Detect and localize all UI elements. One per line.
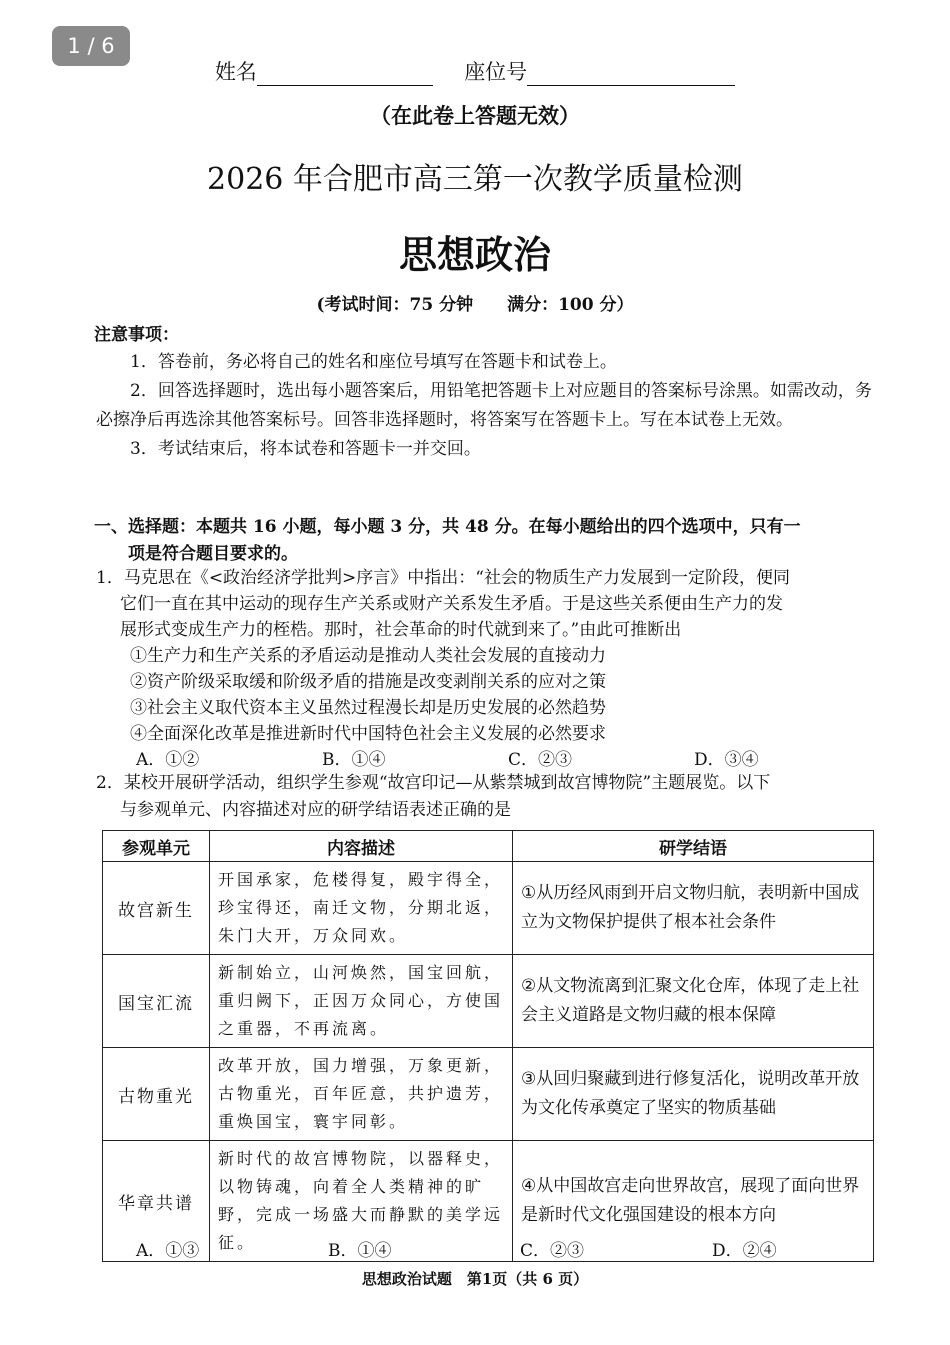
- q2-choice-c: C．②③: [520, 1241, 585, 1261]
- q2-choices: [96, 1236, 920, 1261]
- cell-description: 新时代的故宫博物院，以器释史，以物铸魂，向着全人类精神的旷野，完成一场盛大而静默的美学远征。: [210, 1141, 513, 1262]
- name-label: 姓名: [214, 60, 257, 84]
- q1-choice-a: A．①②: [136, 750, 200, 770]
- section-heading: [94, 514, 880, 568]
- q1-stem-line1: 1．马克思在《<政治经济学批判>序言》中指出：“社会的物质生产力发展到一定阶段，便同: [96, 568, 790, 588]
- q2-choice-d: D．②④: [712, 1241, 777, 1261]
- table-row: [103, 862, 874, 955]
- cell-unit: 故宫新生: [103, 862, 210, 955]
- q1-choice-b: B．①④: [322, 750, 386, 770]
- section-heading-line1: 一、选择题：本题共 16 小题，每小题 3 分，共 48 分。在每小题给出的四个选项中，只有一: [94, 517, 801, 537]
- student-info-line: [0, 56, 950, 86]
- q2-stem-line2: 与参观单元、内容描述对应的研学结语表述正确的是: [120, 800, 511, 820]
- cell-conclusion: ②从文物流离到汇聚文化仓库，体现了走上社会主义道路是文物归藏的根本保障: [513, 955, 874, 1048]
- notes-list: [96, 348, 878, 464]
- cell-description: 改革开放，国力增强，万象更新，古物重光，百年匠意，共护遗芳，重焕国宝，寰宇同彰。: [210, 1048, 513, 1141]
- q2-choice-b: B．①④: [328, 1241, 392, 1261]
- q1-statement: ②资产阶级采取缓和阶级矛盾的措施是改变剥削关系的应对之策: [130, 672, 606, 692]
- note-item: 3．考试结束后，将本试卷和答题卡一并交回。: [130, 439, 481, 459]
- q1-choice-c: C．②③: [508, 750, 573, 770]
- cell-description: 新制始立，山河焕然，国宝回航，重归阙下，正因万众同心，方使国之重器，不再流离。: [210, 955, 513, 1048]
- seat-blank: [527, 61, 735, 86]
- invalid-answer-note: （在此卷上答题无效）: [370, 103, 580, 128]
- q2-stem-line1: 2．某校开展研学活动，组织学生参观“故宫印记—从紫禁城到故宫博物院”主题展览。以下: [96, 773, 771, 793]
- cell-conclusion: ③从回归聚藏到进行修复活化，说明改革开放为文化传承奠定了坚实的物质基础: [513, 1048, 874, 1141]
- cell-description: 开国承家，危楼得复，殿宇得全，珍宝得还，南迁文物，分期北返，朱门大开，万众同欢。: [210, 862, 513, 955]
- page-footer: 思想政治试题 第1页（共 6 页）: [361, 1270, 589, 1288]
- question-2: [96, 770, 880, 824]
- notes-heading: 注意事项：: [94, 325, 179, 345]
- study-table: [102, 830, 874, 1262]
- cell-conclusion: ④从中国故宫走向世界故宫，展现了面向世界是新时代文化强国建设的根本方向: [513, 1141, 874, 1262]
- q1-stem-line3: 展形式变成生产力的桎梏。那时，社会革命的时代就到来了。”由此可推断出: [120, 620, 682, 640]
- cell-conclusion: ①从历经风雨到开启文物归航，表明新中国成立为文物保护提供了根本社会条件: [513, 862, 874, 955]
- header-conclusion: 研学结语: [513, 831, 874, 862]
- name-blank: [257, 61, 433, 86]
- exam-title: 2026 年合肥市高三第一次教学质量检测: [207, 162, 743, 197]
- header-description: 内容描述: [210, 831, 513, 862]
- cell-unit: 古物重光: [103, 1048, 210, 1141]
- note-item: 2．回答选择题时，选出每小题答案后，用铅笔把答题卡上对应题目的答案标号涂黑。如需改动，务必擦净后再选涂其他答案标号。回答非选择题时，将答案写在答题卡上。写在本试卷上无效。: [96, 381, 872, 430]
- page-indicator-badge: 1 / 6: [52, 26, 130, 66]
- q1-statement: ③社会主义取代资本主义虽然过程漫长却是历史发展的必然趋势: [130, 698, 606, 718]
- q2-choice-a: A．①③: [136, 1241, 200, 1261]
- q1-statement: ④全面深化改革是推进新时代中国特色社会主义发展的必然要求: [130, 724, 606, 744]
- q1-statement: ①生产力和生产关系的矛盾运动是推动人类社会发展的直接动力: [130, 646, 606, 666]
- table-row: [103, 1048, 874, 1141]
- exam-time-score: (考试时间：75 分钟 满分：100 分）: [316, 295, 634, 315]
- section-heading-line2: 项是符合题目要求的。: [128, 544, 298, 564]
- seat-label: 座位号: [464, 60, 528, 84]
- question-1: [96, 565, 880, 773]
- cell-unit: 国宝汇流: [103, 955, 210, 1048]
- cell-unit: 华章共谱: [103, 1141, 210, 1262]
- q1-stem-line2: 它们一直在其中运动的现存生产关系或财产关系发生矛盾。于是这些关系便由生产力的发: [120, 594, 783, 614]
- header-unit: 参观单元: [103, 831, 210, 862]
- note-item: 1．答卷前，务必将自己的姓名和座位号填写在答题卡和试卷上。: [130, 352, 617, 372]
- q1-choice-d: D．③④: [694, 750, 759, 770]
- table-header-row: [103, 831, 874, 862]
- table-row: [103, 955, 874, 1048]
- subject-title: 思想政治: [398, 233, 551, 277]
